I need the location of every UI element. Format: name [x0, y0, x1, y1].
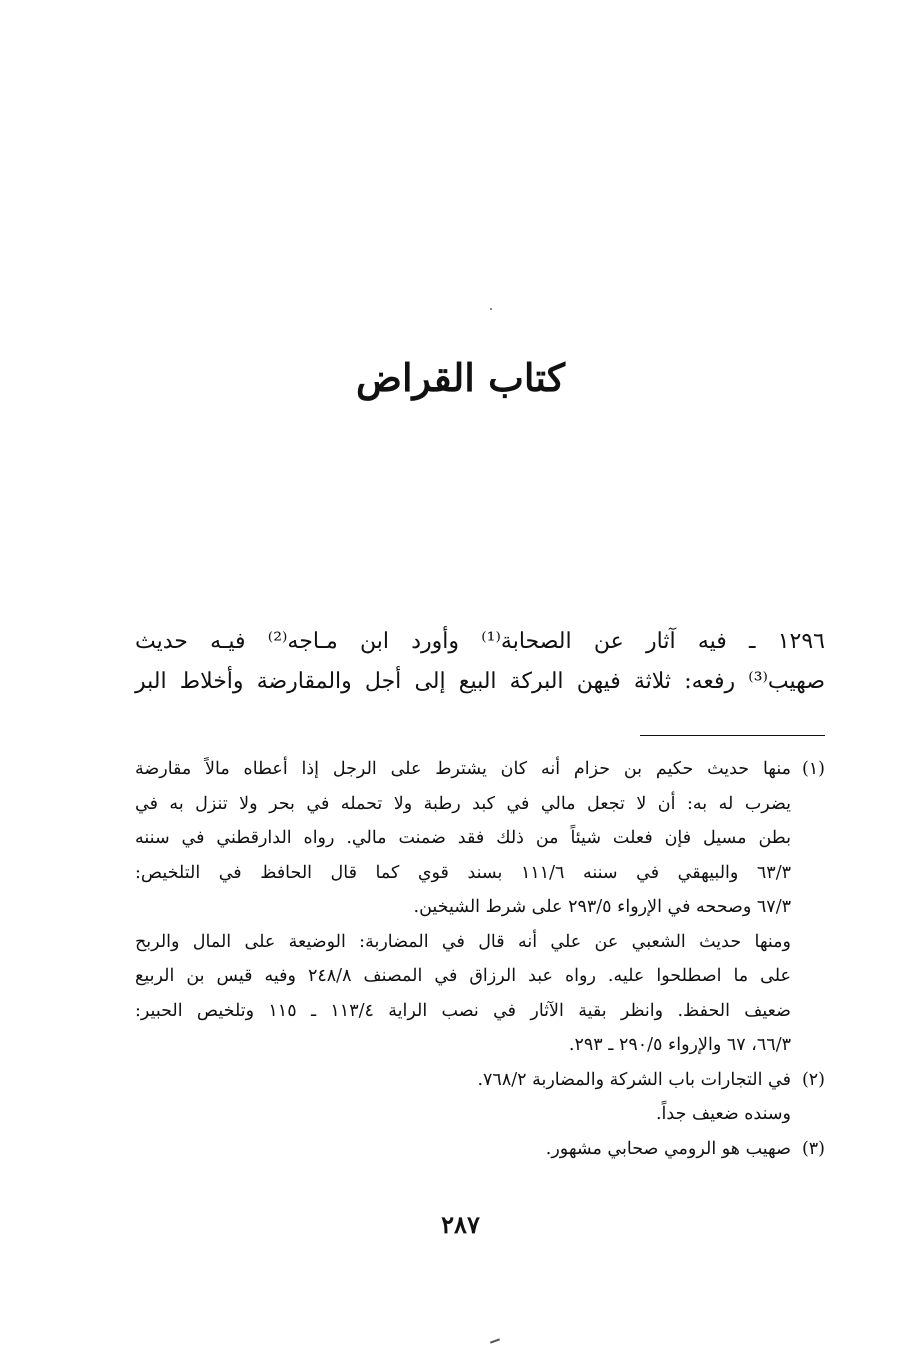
footnote-1-line: ومنها حديث الشعبي عن علي أنه قال في المضاربة: الوضيعة على المال والربح: [135, 931, 791, 952]
footnote-2: [135, 1063, 825, 1132]
footnote-1-line: ضعيف الحفظ. وانظر بقية الآثار في نصب الراية ١١٣/٤ ـ ١١٥ وتلخيص الحبير:: [135, 1000, 791, 1021]
speck-mark: [490, 308, 492, 310]
footnote-2-line: [135, 1063, 825, 1098]
main-paragraph: [135, 622, 825, 702]
main-line-2: صهيب⁽³⁾ رفعه: ثلاثة فيهن البركة البيع إلى أجل والمقارضة وأخلاط البر: [135, 669, 825, 694]
footnote-1-line: يضرب له به: أن لا تجعل مالي في كبد رطبة ولا تحمله في بحر ولا تنزل به في: [135, 793, 791, 814]
footnote-1: [135, 752, 825, 1063]
footnote-1-line: على ما اصطلحوا عليه. رواه عبد الرزاق في المصنف ٢٤٨/٨ وفيه قيس بن الربيع: [135, 966, 791, 986]
scan-mark: [490, 1338, 500, 1343]
footnote-1-line: ٦٦/٣، ٦٧ والإرواء ٢٩٠/٥ ـ ٢٩٣.: [568, 1035, 791, 1055]
footnote-text: في التجارات باب الشركة والمضاربة ٧٦٨/٢.: [477, 1069, 791, 1090]
page-number: ٢٨٧: [441, 1210, 480, 1239]
footnote-separator: [640, 735, 825, 736]
footnote-2-number: (٢): [801, 1069, 825, 1090]
footnote-1-line: [135, 752, 825, 787]
main-line-1: ١٢٩٦ ـ فيه آثار عن الصحابة⁽¹⁾ وأورد ابن مـاجه⁽²⁾ فيـه حديث: [135, 629, 825, 654]
footnote-2-line: وسنده ضعيف جداً.: [655, 1104, 791, 1124]
footnote-text: صهيب هو الرومي صحابي مشهور.: [545, 1138, 791, 1159]
footnote-1-line: ٦٣/٣ والبيهقي في سننه ١١١/٦ بسند قوي كما قال الحافظ في التلخيص:: [135, 862, 791, 883]
footnote-3-number: (٣): [801, 1138, 825, 1159]
footnote-1-number: (١): [801, 759, 825, 779]
chapter-title: كتاب القراض: [356, 355, 565, 400]
footnote-3: [135, 1132, 825, 1167]
footnote-3-line: [135, 1132, 825, 1167]
footnote-1-line: بطن مسيل فإن فعلت شيئاً من ذلك فقد ضمنت مالي. رواه الدارقطني في سننه: [135, 828, 791, 848]
footnote-text: منها حديث حكيم بن حزام أنه كان يشترط على الرجل إذا أعطاه مالاً مقارضة: [135, 759, 791, 779]
footnotes: [135, 752, 825, 1166]
footnote-1-line: ٦٧/٣ وصححه في الإرواء ٢٩٣/٥ على شرط الشيخين.: [413, 897, 791, 917]
